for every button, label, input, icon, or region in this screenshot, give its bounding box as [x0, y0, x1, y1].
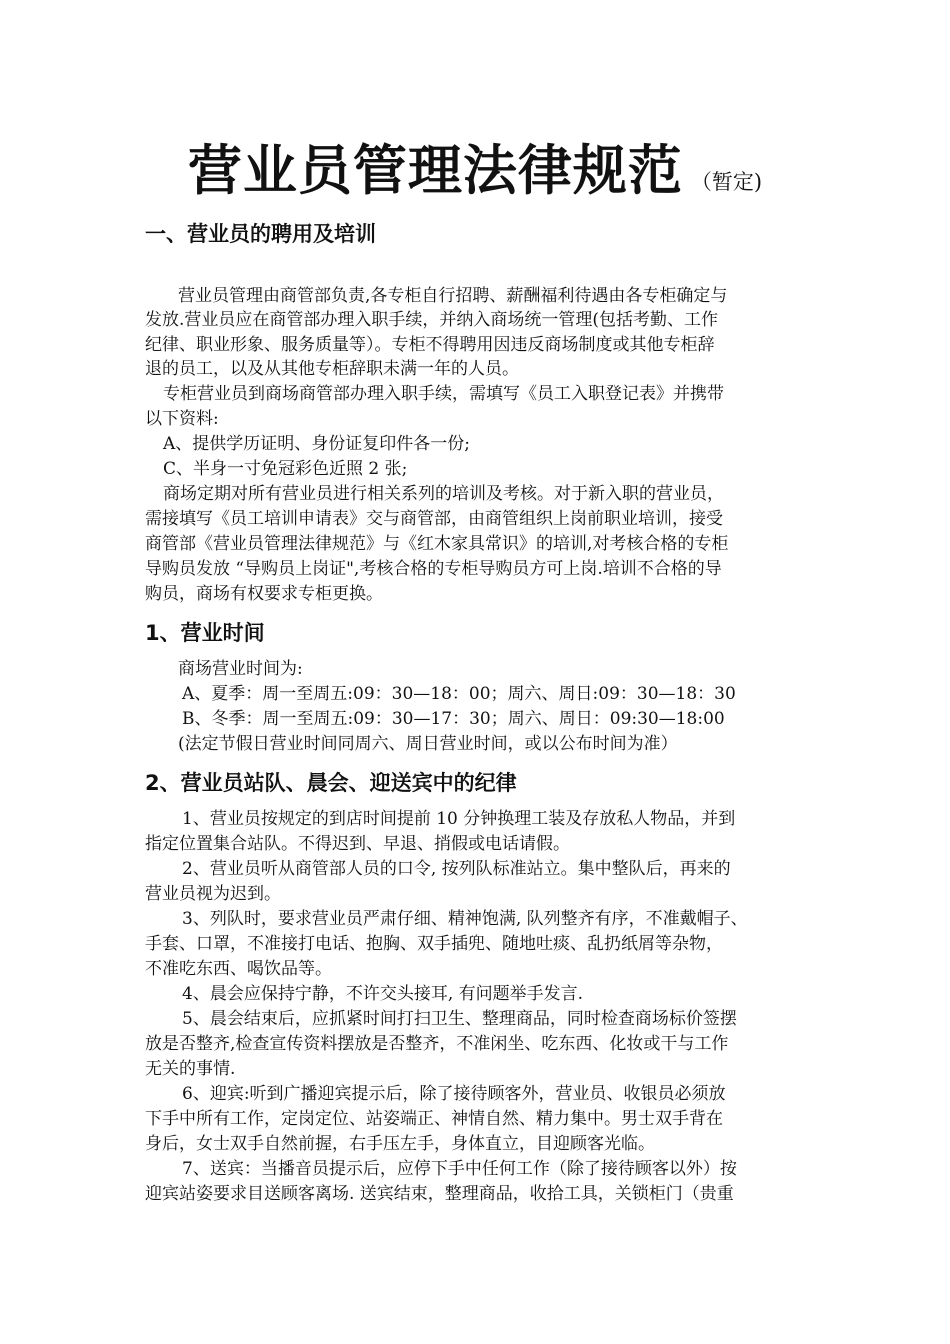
paragraph-line: 以下资料: — [145, 409, 219, 429]
paragraph-line: 迎宾站姿要求目送顾客离场. 送宾结束，整理商品，收拾工具，关锁柜门（贵重 — [145, 1184, 734, 1204]
paragraph-line: 营业员视为迟到。 — [145, 884, 281, 904]
paragraph-line: 身后，女士双手自然前握，右手压左手，身体直立，目迎顾客光临。 — [145, 1134, 655, 1154]
paragraph-line: 退的员工，以及从其他专柜辞职未满一年的人员。 — [145, 359, 519, 379]
document-title — [0, 128, 950, 205]
paragraph-line: 专柜营业员到商场商管部办理入职手续，需填写《员工入职登记表》并携带 — [163, 384, 724, 404]
paragraph-line: 无关的事情. — [145, 1059, 236, 1079]
paragraph-line: 指定位置集合站队。不得迟到、早退、捎假或电话请假。 — [145, 834, 570, 854]
section-heading-discipline: 2、营业员站队、晨会、迎送宾中的纪律 — [145, 771, 517, 795]
paragraph-line: 下手中所有工作，定岗定位、站姿端正、神情自然、精力集中。男士双手背在 — [145, 1109, 723, 1129]
paragraph-line: 4、晨会应保持宁静，不许交头接耳, 有问题举手发言. — [182, 984, 584, 1004]
paragraph-line: 放是否整齐,检查宣传资料摆放是否整齐，不准闲坐、吃东西、化妆或干与工作 — [145, 1034, 729, 1054]
paragraph-line: 3、列队时，要求营业员严肃仔细、精神饱满, 队列整齐有序，不准戴帽子、 — [182, 909, 748, 929]
paragraph-line: 商场营业时间为: — [178, 659, 303, 679]
section-heading-business-hours: 1、营业时间 — [145, 621, 265, 645]
paragraph-line: 需接填写《员工培训申请表》交与商管部，由商管组织上岗前职业培训，接受 — [145, 509, 723, 529]
list-item: A、提供学历证明、身份证复印件各一份; — [163, 434, 471, 454]
paragraph-line: 商场定期对所有营业员进行相关系列的培训及考核。对于新入职的营业员， — [163, 484, 724, 504]
paragraph-line: 1、营业员按规定的到店时间提前 10 分钟换理工装及存放私人物品，并到 — [182, 809, 736, 829]
paragraph-line: 7、送宾：当播音员提示后，应停下手中任何工作（除了接待顾客以外）按 — [182, 1159, 737, 1179]
paragraph-line: 手套、口罩，不准接打电话、抱胸、双手插兜、随地吐痰、乱扔纸屑等杂物， — [145, 934, 723, 954]
paragraph-line: 不准吃东西、喝饮品等。 — [145, 959, 332, 979]
paragraph-line: (法定节假日营业时间同周六、周日营业时间，或以公布时间为准） — [178, 734, 678, 754]
paragraph-line: 商管部《营业员管理法律规范》与《红木家具常识》的培训,对考核合格的专柜 — [145, 534, 729, 554]
paragraph-line: 营业员管理由商管部负责,各专柜自行招聘、薪酬福利待遇由各专柜确定与 — [178, 286, 728, 306]
paragraph-line: 2、营业员听从商管部人员的口令, 按列队标准站立。集中整队后，再来的 — [182, 859, 731, 879]
paragraph-line: 纪律、职业形象、服务质量等）。专柜不得聘用因违反商场制度或其他专柜辞 — [145, 335, 715, 355]
list-item: C、半身一寸免冠彩色近照 2 张; — [163, 459, 408, 479]
title-main: 营业员管理法律规范 — [187, 139, 683, 202]
paragraph-line: 发放.营业员应在商管部办理入职手续，并纳入商场统一管理(包括考勤、工作 — [145, 310, 719, 330]
section-heading-recruitment: 一、营业员的聘用及培训 — [145, 222, 376, 246]
paragraph-line: 购员，商场有权要求专柜更换。 — [145, 584, 383, 604]
list-item: B、冬季：周一至周五:09：30—17：30；周六、周日：09:30—18:00 — [182, 709, 725, 729]
paragraph-line: 5、晨会结束后，应抓紧时间打扫卫生、整理商品，同时检查商场标价签摆 — [182, 1009, 737, 1029]
paragraph-line: 导购员发放 “导购员上岗证",考核合格的专柜导购员方可上岗.培训不合格的导 — [145, 559, 722, 579]
list-item: A、夏季：周一至周五:09：30—18：00；周六、周日:09：30—18：30 — [182, 684, 736, 704]
paragraph-line: 6、迎宾:听到广播迎宾提示后，除了接待顾客外，营业员、收银员必须放 — [182, 1084, 726, 1104]
title-note: （暂定) — [690, 170, 763, 194]
